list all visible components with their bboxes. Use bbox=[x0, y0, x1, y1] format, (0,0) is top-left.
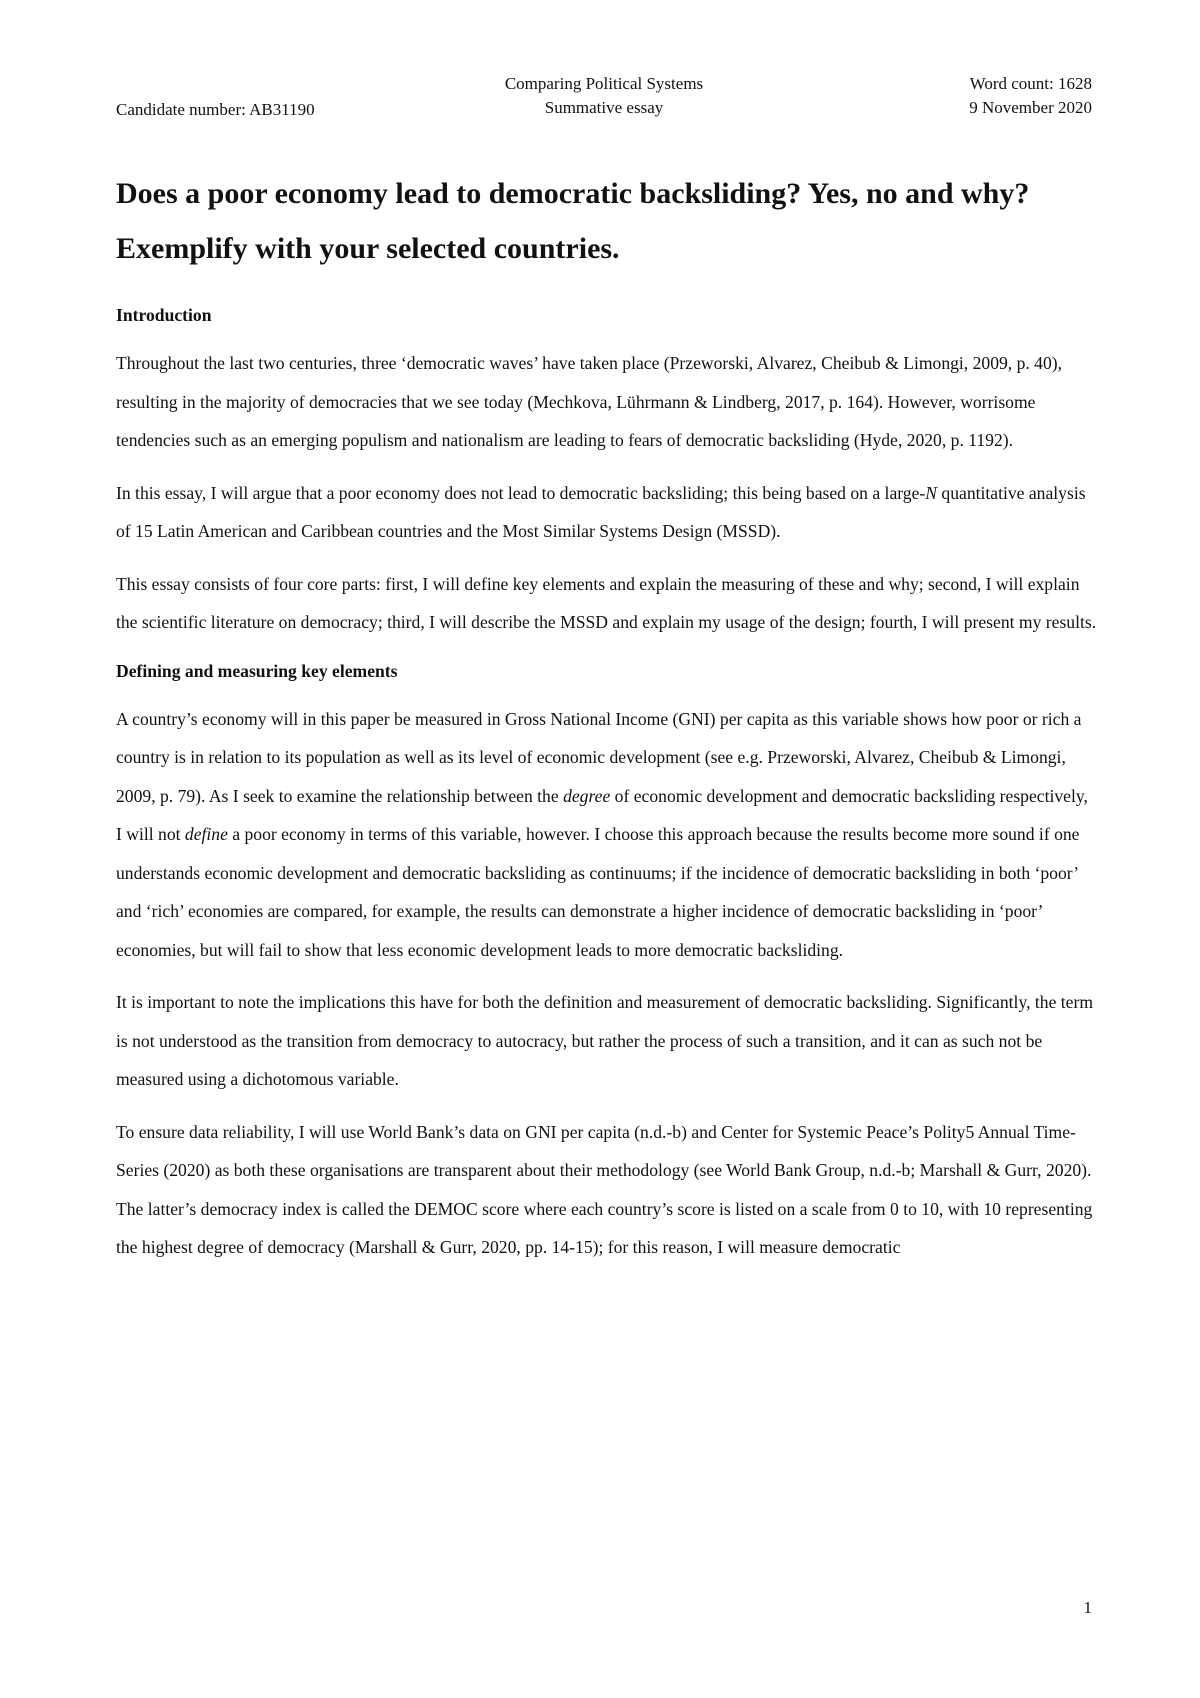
paragraph-4-part-c: a poor economy in terms of this variable, however. I choose this approach because the results become more sound if one understands economic development and democratic backsliding as continuums; if the incidence of democratic backsliding in both ‘poor’ and ‘rich’ economies are compared, for example, the results can demonstrate a higher incidence of democratic backsliding in ‘poor’ economies, but will fail to show that less economic development leads to more democratic backsliding. bbox=[116, 824, 1080, 960]
paragraph-1: Throughout the last two centuries, three ‘democratic waves’ have taken place (Przeworski, Alvarez, Cheibub & Limongi, 2009, p. 40), resulting in the majority of democracies that we see today (Mechkova, Lührmann & Lindberg, 2017, p. 164). However, worrisome tendencies such as an emerging populism and nationalism are leading to fears of democratic backsliding (Hyde, 2020, p. 1192). bbox=[116, 353, 1063, 450]
section-heading-introduction: Introduction bbox=[116, 305, 212, 325]
word-count: Word count: 1628 bbox=[969, 74, 1092, 93]
paragraph-2-part-a: In this essay, I will argue that a poor economy does not lead to democratic backsliding; this being based on a large- bbox=[116, 482, 926, 503]
paragraph-3: This essay consists of four core parts: first, I will define key elements and explain the measuring of these and why; second, I will explain the scientific literature on democracy; third, I will describe the MSSD and explain my usage of the design; fourth, I will present my results. bbox=[116, 573, 1097, 632]
essay-title: Does a poor economy lead to democratic backsliding? Yes, no and why? Exemplify with your selected countries. bbox=[116, 177, 1030, 265]
candidate-number: Candidate number: AB31190 bbox=[116, 100, 315, 119]
paragraph-5: It is important to note the implications this have for both the definition and measurement of democratic backsliding. Significantly, the term is not understood as the transition from democracy to autocracy, but rather the process of such a transition, and it can as such not be measured using a dichotomous variable. bbox=[116, 992, 1094, 1089]
page-header bbox=[116, 72, 1092, 122]
paragraph-2 bbox=[116, 474, 1098, 551]
essay-body bbox=[116, 300, 1098, 1281]
essay-meta bbox=[969, 72, 1092, 120]
paragraph-4-part-a: A country’s economy will in this paper be measured in Gross National Income (GNI) per capita as this variable shows how poor or rich a country is in relation to its population as well as its level of economic development (see e.g. Przeworski, Alvarez, Cheibub & Limongi, 2009, p. 79). As I seek to examine the relationship between the bbox=[116, 708, 1082, 806]
course-info bbox=[116, 72, 1092, 120]
section-heading-defining: Defining and measuring key elements bbox=[116, 660, 398, 681]
paragraph-4-italic-define: define bbox=[184, 824, 228, 844]
paragraph-2-part-b: quantitative analysis of 15 Latin American and Caribbean countries and the Most Similar Systems Design (MSSD). bbox=[116, 482, 1086, 541]
paragraph-6: To ensure data reliability, I will use World Bank’s data on GNI per capita (n.d.-b) and Center for Systemic Peace’s Polity5 Annual Time-Series (2020) as both these organisations are transparent about their methodology (see World Bank Group, n.d.-b; Marshall & Gurr, 2020). The latter’s democracy index is called the DEMOC score where each country’s score is listed on a scale from 0 to 10, with 10 representing the highest degree of democracy (Marshall & Gurr, 2020, pp. 14-15); for this reason, I will measure democratic bbox=[116, 1121, 1093, 1257]
paragraph-4-italic-degree: degree bbox=[563, 785, 611, 806]
course-name: Comparing Political Systems bbox=[504, 74, 704, 93]
essay-date: 9 November 2020 bbox=[969, 98, 1092, 117]
paragraph-4 bbox=[116, 700, 1098, 970]
essay-type: Summative essay bbox=[544, 98, 664, 117]
page-number: 1 bbox=[1083, 1598, 1092, 1617]
paragraph-2-italic-n: N bbox=[925, 482, 938, 503]
paragraph-4-part-b: of economic development and democratic backsliding respectively, I will not bbox=[116, 785, 1088, 844]
